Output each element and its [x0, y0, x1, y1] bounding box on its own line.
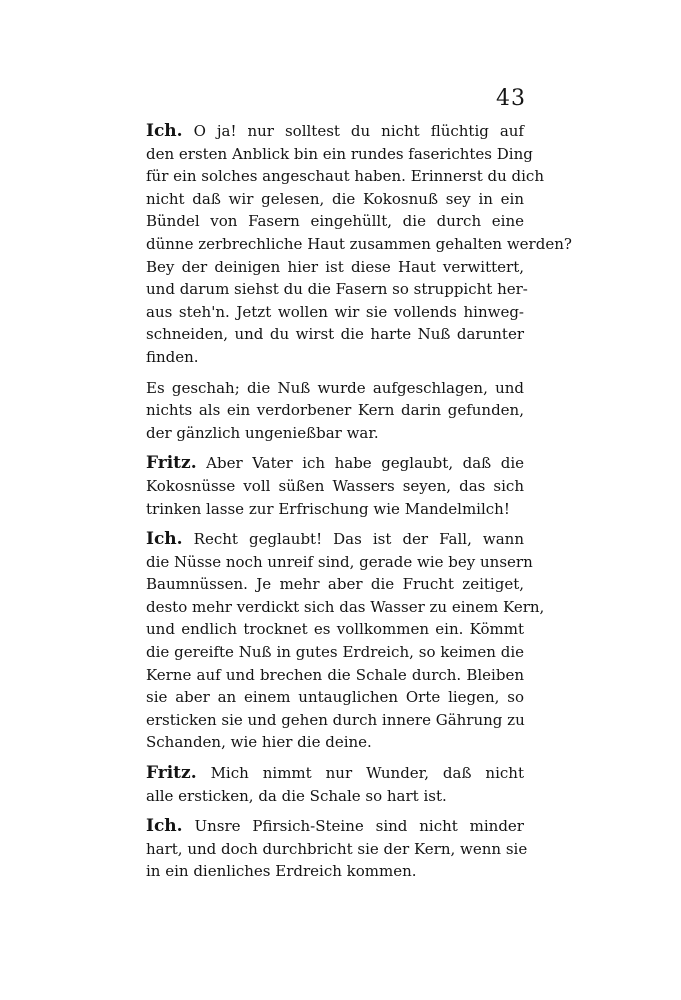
text-line: dünne zerbrechliche Haut zusammen gehalten werden? — [146, 234, 572, 253]
text-line: nichts als ein verdorbener Kern darin gefunden, — [146, 401, 524, 420]
line-text: O ja! nur solltest du nicht flüchtig auf — [193, 122, 524, 140]
text-line: finden. — [146, 347, 199, 366]
dialogue-paragraph — [146, 120, 572, 369]
speaker-label: Fritz. — [146, 763, 197, 784]
text-line — [146, 815, 524, 838]
text-line: sie aber an einem untauglichen Orte liegen, so — [146, 688, 524, 707]
text-line: Schanden, wie hier die deine. — [146, 733, 372, 752]
text-line: Bey der deinigen hier ist diese Haut verwittert, — [146, 257, 524, 276]
dialogue-paragraph — [146, 815, 528, 883]
text-line: nicht daß wir gelesen, die Kokosnuß sey in ein — [146, 189, 524, 208]
text-line: und endlich trocknet es vollkommen ein. Kömmt — [146, 620, 524, 639]
text-line: der gänzlich ungenießbar war. — [146, 423, 379, 442]
text-line: desto mehr verdickt sich das Wasser zu einem Kern, — [146, 597, 545, 616]
dialogue-paragraph — [146, 528, 545, 754]
text-line: Bündel von Fasern eingehüllt, die durch eine — [146, 212, 524, 231]
page-number: 43 — [496, 86, 526, 111]
text-line: hart, und doch durchbricht sie der Kern, wenn sie — [146, 839, 528, 858]
line-text: Recht geglaubt! Das ist der Fall, wann — [193, 530, 524, 549]
text-line: und darum siehst du die Fasern so struppicht her- — [146, 280, 528, 299]
text-line: die Nüsse noch unreif sind, gerade wie bey unsern — [146, 552, 533, 571]
speaker-label: Fritz. — [146, 453, 197, 474]
narration-paragraph — [146, 377, 524, 445]
text-line — [146, 120, 524, 143]
text-line — [146, 452, 524, 475]
text-line: Kokosnüsse voll süßen Wassers seyen, das sich — [146, 476, 524, 495]
text-line: trinken lasse zur Erfrischung wie Mandelmilch! — [146, 499, 510, 518]
dialogue-paragraph — [146, 762, 524, 807]
text-line: die gereifte Nuß in gutes Erdreich, so keimen die — [146, 643, 524, 662]
dialogue-paragraph — [146, 452, 524, 520]
text-line: für ein solches angeschaut haben. Erinnerst du dich — [146, 167, 544, 186]
line-text: Mich nimmt nur Wunder, daß nicht — [210, 764, 524, 783]
text-line: in ein dienliches Erdreich kommen. — [146, 862, 417, 881]
line-text: Unsre Pfirsich-Steine sind nicht minder — [194, 817, 524, 836]
text-line: schneiden, und du wirst die harte Nuß darunter — [146, 325, 524, 344]
line-text: Aber Vater ich habe geglaubt, daß die — [206, 454, 524, 473]
text-line: ersticken sie und gehen durch innere Gährung zu — [146, 710, 525, 729]
speaker-label: Ich. — [146, 816, 183, 837]
text-line: aus steh'n. Jetzt wollen wir sie vollends hinweg- — [146, 302, 524, 321]
text-line: Baumnüssen. Je mehr aber die Frucht zeitiget, — [146, 575, 524, 594]
text-body — [146, 120, 572, 883]
text-line: Es geschah; die Nuß wurde aufgeschlagen, und — [146, 378, 524, 397]
text-line: den ersten Anblick bin ein rundes faserichtes Ding — [146, 144, 533, 163]
speaker-label: Ich. — [146, 529, 183, 550]
speaker-label: Ich. — [146, 121, 183, 141]
text-line: Kerne auf und brechen die Schale durch. Bleiben — [146, 665, 524, 684]
text-line — [146, 762, 524, 785]
text-line: alle ersticken, da die Schale so hart ist. — [146, 786, 447, 805]
text-line — [146, 528, 524, 551]
